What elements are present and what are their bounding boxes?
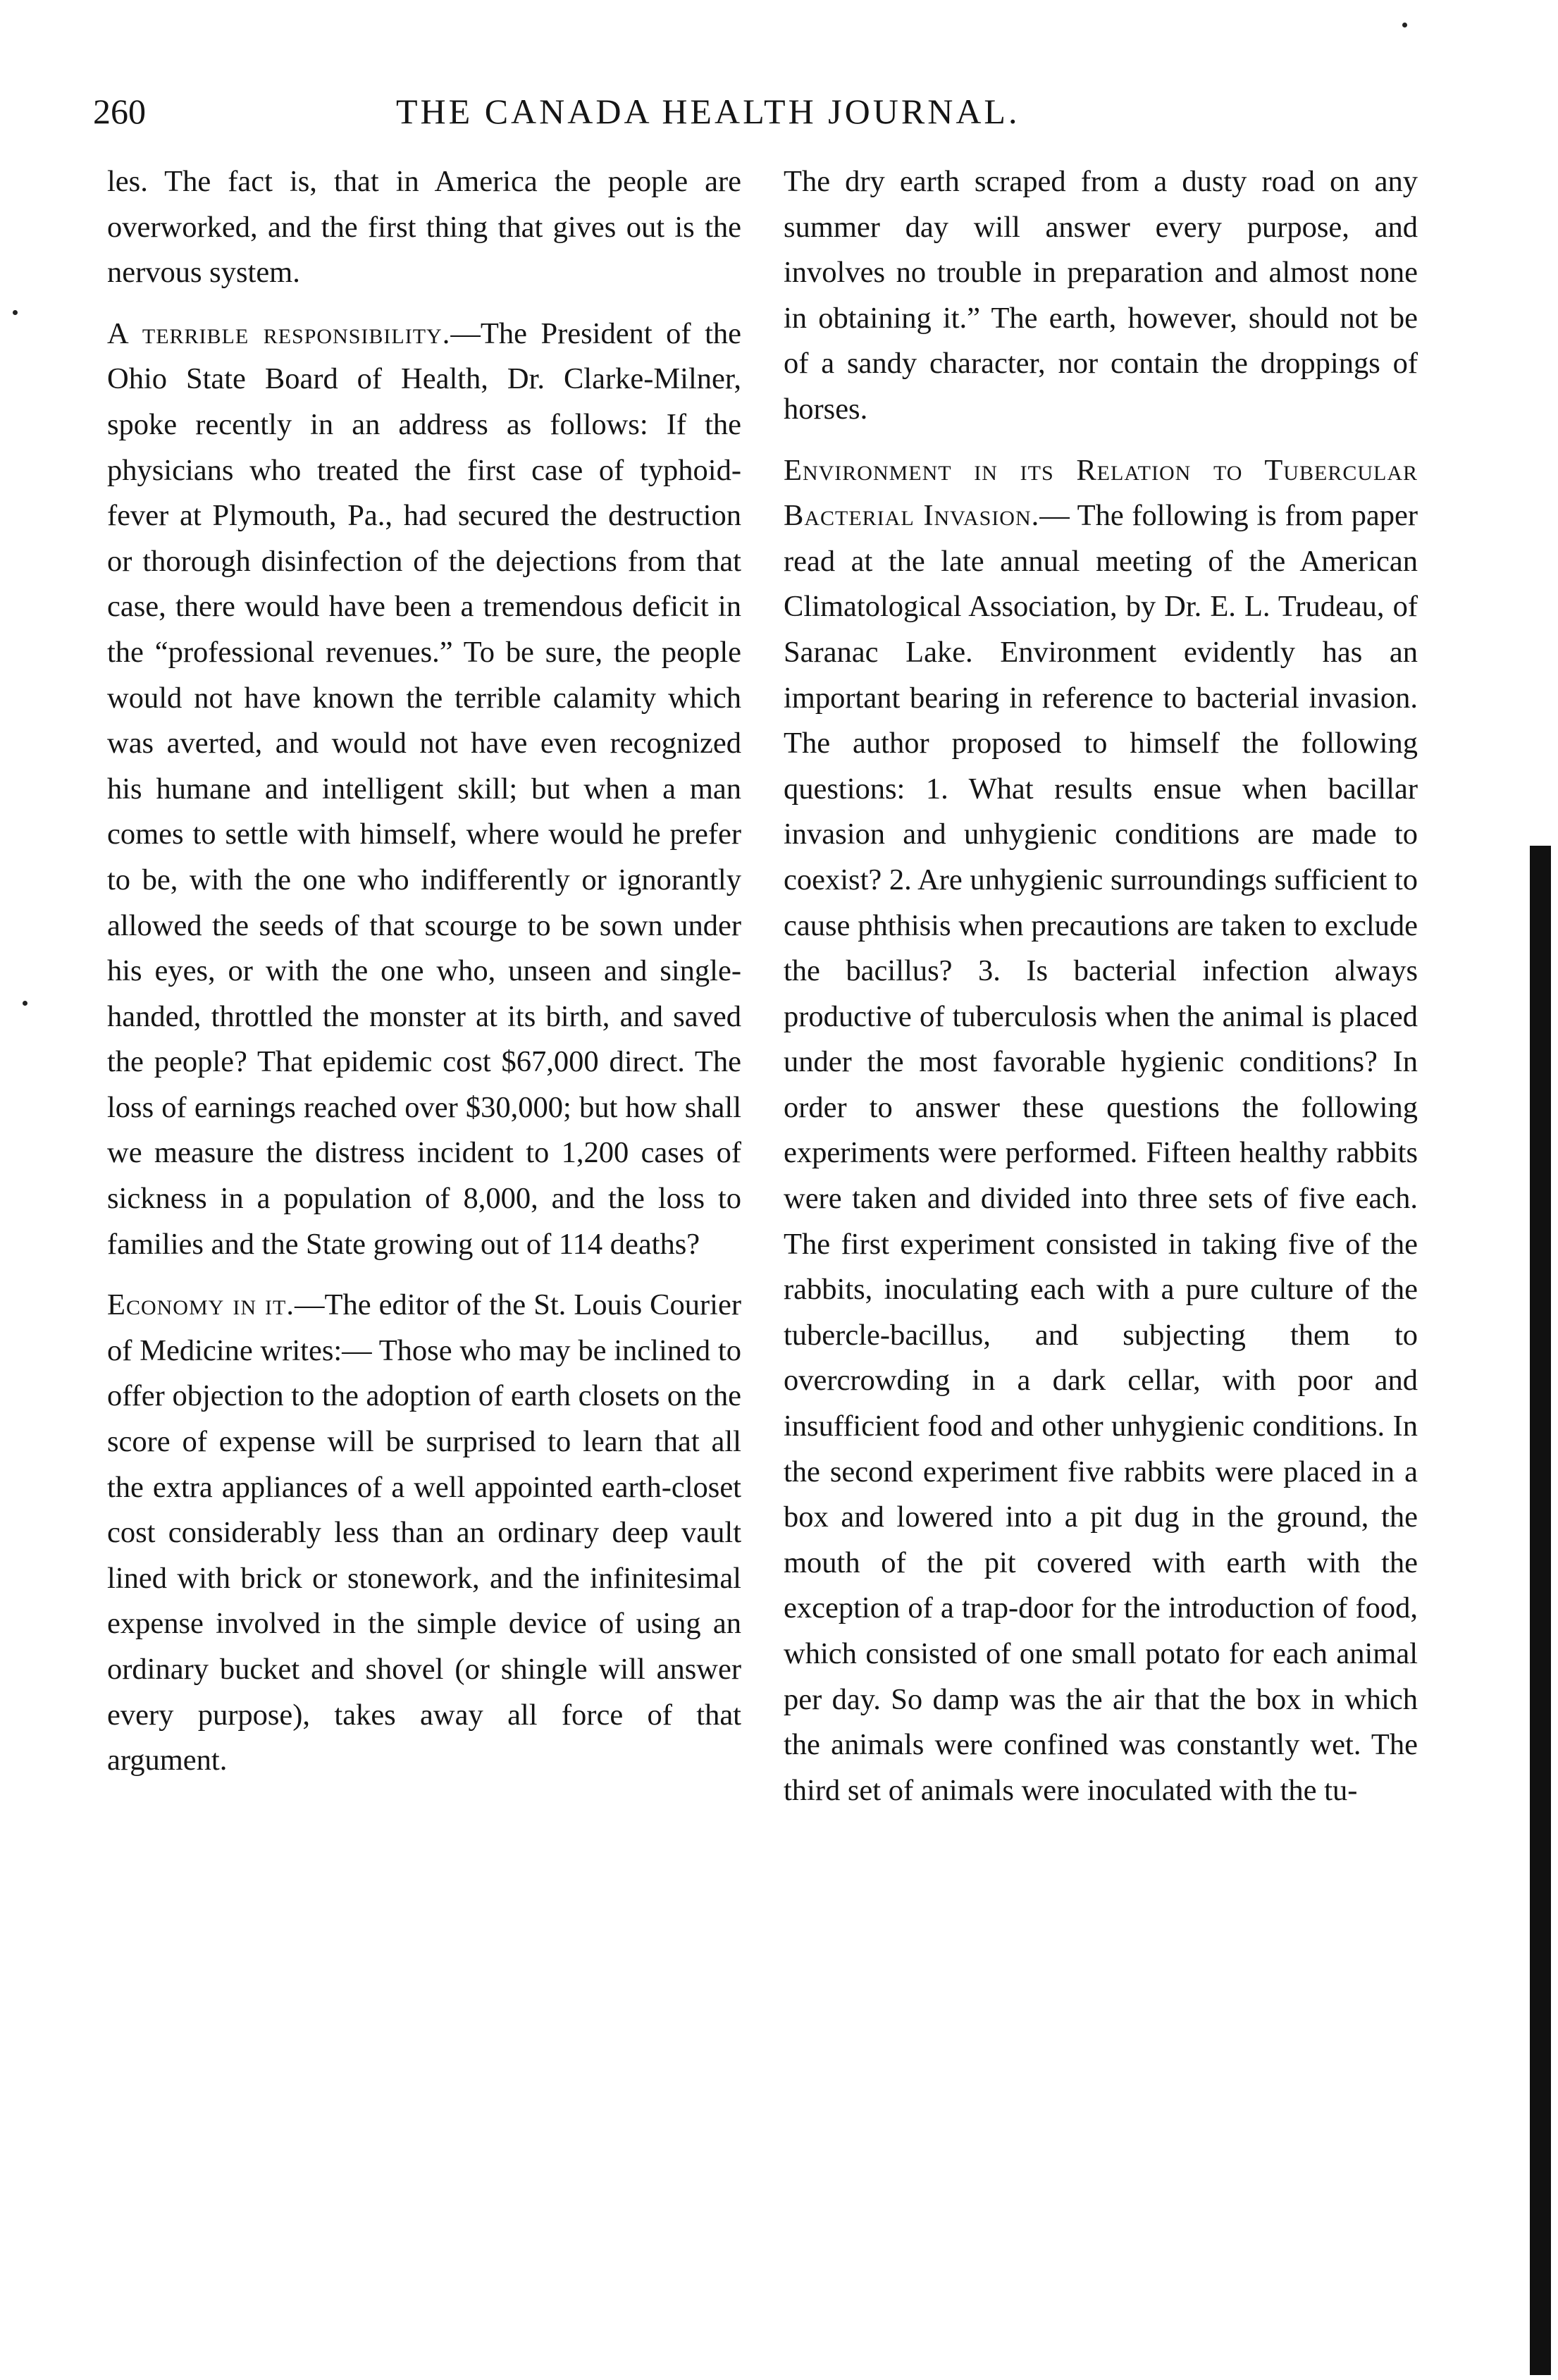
journal-title: THE CANADA HEALTH JOURNAL. [396, 92, 1020, 131]
article-body: —The President of the Ohio State Board of Health, Dr. Clarke-Milner, spoke recently in an address as follows: If the physicians who treated the first case of typhoid-fever at Plymouth, Pa., had secured the destruction or thorough disinfection of the dejections from that case, there would have been a tremendous deficit in the “professional revenues.” To be sure, the people would not have known the terrible calamity which was averted, and would not have even recognized his humane and intelligent skill; but when a man comes to settle with himself, where would he prefer to be, with the one who indifferently or ignorantly allowed the seeds of that scourge to be sown under his eyes, or with the one who, unseen and single-handed, throttled the monster at its birth, and saved the people? That epidemic cost $67,000 direct. The loss of earnings reached over $30,000; but how shall we measure the distress incident to 1,200 cases of sickness in a population of 8,000, and the loss to families and the State growing out of 114 deaths? [107, 316, 741, 1261]
page-number: 260 [93, 92, 146, 131]
article-body: —The editor of the St. Louis Courier of Medicine writes:— Those who may be inclined to offer objection to the adoption of earth closets on the score of expense will be surprised to learn that all the extra appliances of a well appointed earth-closet cost considerably less than an ordinary deep vault lined with brick or stonework, and the infinitesimal expense involved in the simple device of using an ordinary bucket and shovel (or shingle will answer every purpose), takes away all force of that argument. [107, 1288, 741, 1777]
scan-speck [23, 1001, 27, 1006]
scan-speck [13, 310, 18, 315]
article-heading: Economy in it. [107, 1288, 295, 1322]
article-environment-tubercular [784, 448, 1418, 1814]
right-column [784, 159, 1418, 2295]
left-column [107, 159, 741, 2295]
article-economy-in-it [107, 1283, 741, 1784]
scan-edge-bar [1530, 846, 1551, 2375]
right-paragraph-continuation: The dry earth scraped from a dusty road on any summer day will answer every purpose, and involves no trouble in preparation and almost none in obtaining it.” The earth, however, should not be of a sandy character, nor contain the droppings of horses. [784, 165, 1418, 426]
article-heading: A terrible responsibility. [107, 316, 451, 350]
article-body: — The following is from paper read at the late annual meeting of the American Climatological Association, by Dr. E. L. Trudeau, of Saranac Lake. Environment evidently has an important bearing in reference to bacterial invasion. The author proposed to himself the following questions: 1. What results ensue when bacillar invasion and unhygienic conditions are made to coexist? 2. Are unhygienic surroundings sufficient to cause phthisis when precautions are taken to exclude the bacillus? 3. Is bacterial infection always productive of tuberculosis when the animal is placed under the most favorable hygienic conditions? In order to answer these questions the following experiments were performed. Fifteen healthy rabbits were taken and divided into three sets of five each. The first experiment consisted in taking five of the rabbits, inoculating each with a pure culture of the tubercle-bacillus, and subjecting them to overcrowding in a dark cellar, with poor and insufficient food and other unhygienic conditions. In the second experiment five rabbits were placed in a box and lowered into a pit dug in the ground, the mouth of the pit covered with earth with the exception of a trap-door for the introduction of food, which consisted of one small potato for each animal per day. So damp was the air that the box in which the animals were confined was constantly wet. The third set of animals were inoculated with the tu- [784, 499, 1418, 1807]
left-paragraph-continuation: les. The fact is, that in America the people are overworked, and the first thing that gives out is the nervous system. [107, 165, 741, 290]
article-terrible-responsibility [107, 312, 741, 1267]
page-header [93, 83, 1425, 140]
article-heading: Environment in its Relation to Tubercular Bacterial Invasion. [784, 453, 1418, 533]
scan-speck [1402, 23, 1407, 27]
